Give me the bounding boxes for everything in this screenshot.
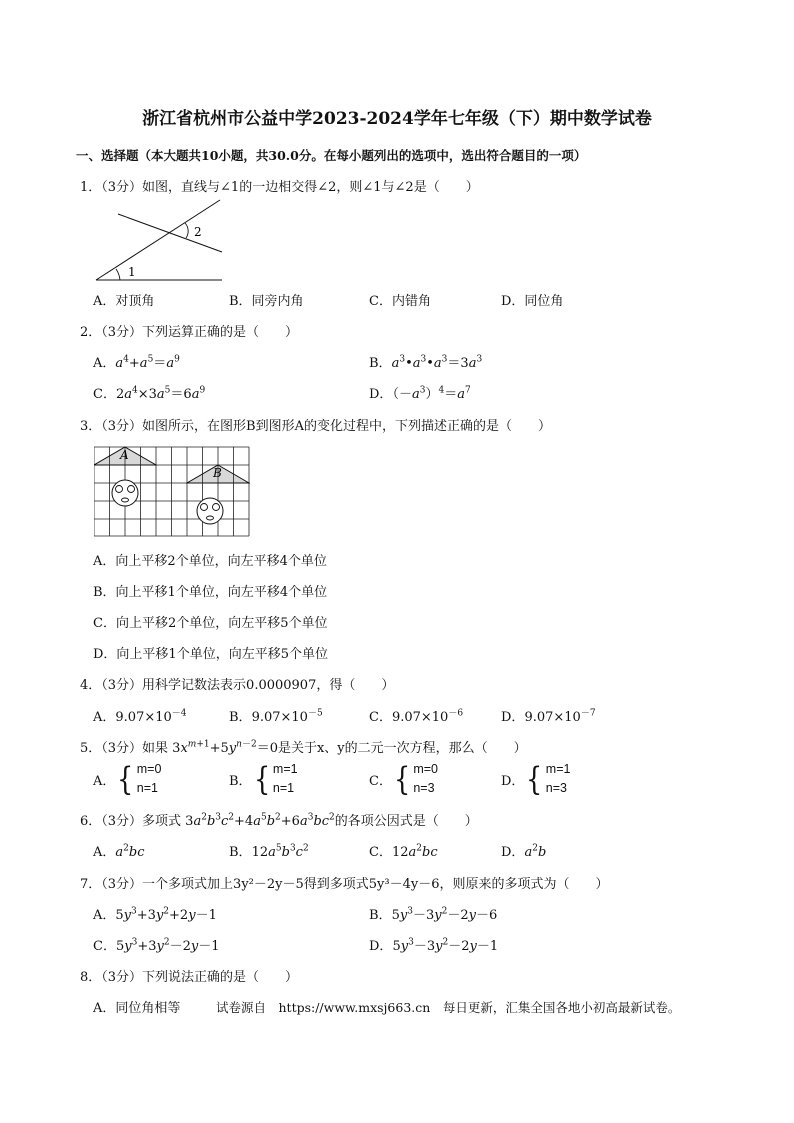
q5-option-d-line1: m=1 — [545, 762, 571, 776]
brace-icon: { — [117, 760, 134, 798]
q2-option-c-letter: C． — [93, 387, 116, 402]
q5-option-b-line2: n=1 — [272, 781, 295, 795]
angle2-label: 2 — [194, 225, 202, 239]
q4-option-d-letter: D． — [501, 710, 525, 725]
q5-option-d[interactable] — [501, 760, 570, 798]
q2-option-a-letter: A． — [93, 356, 116, 371]
q5-option-b[interactable] — [229, 760, 298, 798]
q4-option-a-base: 9.07×10 — [115, 710, 172, 725]
q4-option-b-exp: －5 — [307, 708, 323, 719]
figure-b-label: B — [213, 466, 222, 480]
q4-option-d[interactable] — [501, 706, 596, 725]
exam-title: 浙江省杭州市公益中学2023-2024学年七年级（下）期中数学试卷 — [142, 109, 652, 129]
q4-option-b-base: 9.07×10 — [251, 710, 308, 725]
q5-option-a-letter: A． — [93, 773, 116, 789]
figure-b-eye-left — [201, 504, 208, 511]
question-3-stem: 3．（3分）如图所示，在图形B到图形A的变化过程中，下列描述正确的是（ ） — [80, 419, 551, 434]
figure-a-eye-right — [128, 486, 135, 493]
q7-option-d-letter: D． — [369, 939, 393, 954]
q4-option-d-base: 9.07×10 — [524, 710, 581, 725]
transversal-line — [118, 214, 222, 252]
q6-stem-prefix: 6．（3分）多项式 — [80, 814, 182, 829]
angle1-arc — [116, 269, 120, 280]
q4-option-a-exp: －4 — [171, 708, 187, 719]
q4-option-a-letter: A． — [93, 710, 116, 725]
q2-option-d-letter: D． — [369, 387, 393, 402]
question-2-stem: 2．（3分）下列运算正确的是（ ） — [80, 325, 299, 340]
q4-option-c[interactable] — [369, 706, 463, 725]
q6-option-d-letter: D． — [501, 845, 525, 860]
brace-icon: { — [526, 760, 543, 798]
q5-option-c[interactable] — [369, 760, 438, 798]
q3-option-b[interactable]: B．向上平移1个单位，向左平移4个单位 — [93, 585, 328, 600]
brace-icon: { — [393, 760, 411, 798]
figure-a-eye-left — [116, 486, 123, 493]
q6-stem-suffix: 的各项公因式是（ ） — [334, 814, 478, 829]
figure-a-mouth — [122, 498, 129, 502]
q1-option-d[interactable]: D．同位角 — [501, 294, 564, 309]
q5-option-c-letter: C． — [369, 773, 392, 789]
angle2-arc — [185, 223, 188, 238]
question-6-stem: 6．（3分）多项式 $3a^2b^3c^2+4a^5b^2+6a^3bc^2$的各项公因式是（ ） — [80, 812, 478, 829]
angle1-side-line — [96, 200, 220, 280]
q5-option-d-letter: D． — [501, 773, 525, 789]
q5-option-b-line1: m=1 — [272, 762, 298, 776]
q7-option-c-letter: C． — [93, 939, 116, 954]
q6-option-b-letter: B． — [229, 845, 252, 860]
q4-option-c-base: 9.07×10 — [391, 710, 449, 725]
q3-option-c[interactable]: C．向上平移2个单位，向左平移5个单位 — [93, 616, 328, 631]
q2-option-d[interactable]: D．$(-a^3)^4=a^7$ — [369, 385, 471, 402]
q3-option-a[interactable]: A．向上平移2个单位，向左平移4个单位 — [93, 554, 327, 569]
angle1-label: 1 — [128, 265, 136, 279]
question-1-stem: 1．（3分）如图，直线与∠1的一边相交得∠2，则∠1与∠2是（ ） — [80, 180, 479, 195]
figure-a-label: A — [120, 448, 129, 462]
q2-option-a[interactable]: A．$a^4+a^5=a^9$ — [93, 354, 180, 371]
q6-option-c-letter: C． — [369, 845, 392, 860]
q8-option-a[interactable]: A．同位角相等 — [93, 1001, 181, 1016]
q6-option-a-letter: A． — [93, 845, 116, 860]
q7-option-a[interactable]: A．$5y^3+3y^2+2y-1$ — [93, 906, 217, 923]
question-1-figure — [92, 196, 232, 284]
q5-option-c-line2: n=3 — [413, 781, 435, 795]
q4-option-c-exp: －6 — [448, 708, 464, 719]
q2-option-b[interactable]: B．$a^3•a^3•a^3=3a^3$ — [369, 354, 483, 371]
section-heading-choice: 一、选择题（本大题共10小题，共30.0分。在每小题列出的选项中，选出符合题目的一项） — [76, 148, 587, 163]
q7-option-b-letter: B． — [369, 908, 392, 923]
q7-option-c[interactable]: C．$5y^3+3y^2-2y-1$ — [93, 937, 220, 954]
q7-option-d[interactable]: D．$5y^3-3y^2-2y-1$ — [369, 937, 499, 954]
q5-option-d-line2: n=3 — [545, 781, 568, 795]
q2-option-c[interactable]: C．$2a^4\times 3a^5=6a^9$ — [93, 385, 206, 402]
q7-option-b[interactable]: B．$5y^3-3y^2-2y-6$ — [369, 906, 498, 923]
question-7-stem: 7．（3分）一个多项式加上3y²－2y－5得到多项式5y³－4y－6，则原来的多项式为（ ） — [80, 877, 609, 892]
q5-stem-prefix: 5．（3分）如果 — [80, 741, 169, 756]
q5-option-a-line2: n=1 — [136, 781, 158, 795]
question-8-stem: 8．（3分）下列说法正确的是（ ） — [80, 970, 299, 985]
q5-stem-suffix: ＝0是关于x、y的二元一次方程，那么（ ） — [256, 741, 527, 756]
q1-option-b[interactable]: B．同旁内角 — [229, 294, 304, 309]
brace-icon: { — [253, 760, 270, 798]
question-3-grid-figure — [94, 443, 250, 537]
q4-option-b[interactable] — [229, 706, 323, 725]
q5-option-a[interactable] — [93, 760, 161, 798]
q1-option-c[interactable]: C．内错角 — [369, 294, 431, 309]
question-5-stem: 5．（3分）如果 $3x^{m+1}+5y^{n-2}=0$是关于x、y的二元一次方程，那么（ ） — [80, 739, 527, 756]
q4-option-b-letter: B． — [229, 710, 252, 725]
figure-b-eye-right — [213, 504, 220, 511]
q5-option-a-line1: m=0 — [136, 762, 162, 776]
q4-option-c-letter: C． — [369, 710, 392, 725]
q6-option-a[interactable]: A．$a^2bc$ — [93, 843, 145, 860]
q6-option-b[interactable]: B．$12a^5b^3c^2$ — [229, 843, 309, 860]
q1-option-a[interactable]: A．对顶角 — [93, 294, 155, 309]
q5-option-c-line1: m=0 — [413, 762, 438, 776]
q4-option-a[interactable] — [93, 706, 187, 725]
q7-option-a-letter: A． — [93, 908, 116, 923]
q4-option-d-exp: －7 — [580, 708, 596, 719]
q6-option-d[interactable]: D．$a^2b$ — [501, 843, 547, 860]
question-4-stem: 4．（3分）用科学记数法表示0.0000907，得（ ） — [80, 678, 395, 693]
source-note: 试卷源自 https://www.mxsj663.cn 每日更新，汇集全国各地小初高最新试卷。 — [216, 1000, 681, 1015]
figure-b-mouth — [207, 516, 214, 520]
q5-option-b-letter: B． — [229, 773, 252, 789]
q3-option-d[interactable]: D．向上平移1个单位，向左平移5个单位 — [93, 647, 328, 662]
q2-option-b-letter: B． — [369, 356, 392, 371]
q6-option-c[interactable]: C．$12a^2bc$ — [369, 843, 438, 860]
